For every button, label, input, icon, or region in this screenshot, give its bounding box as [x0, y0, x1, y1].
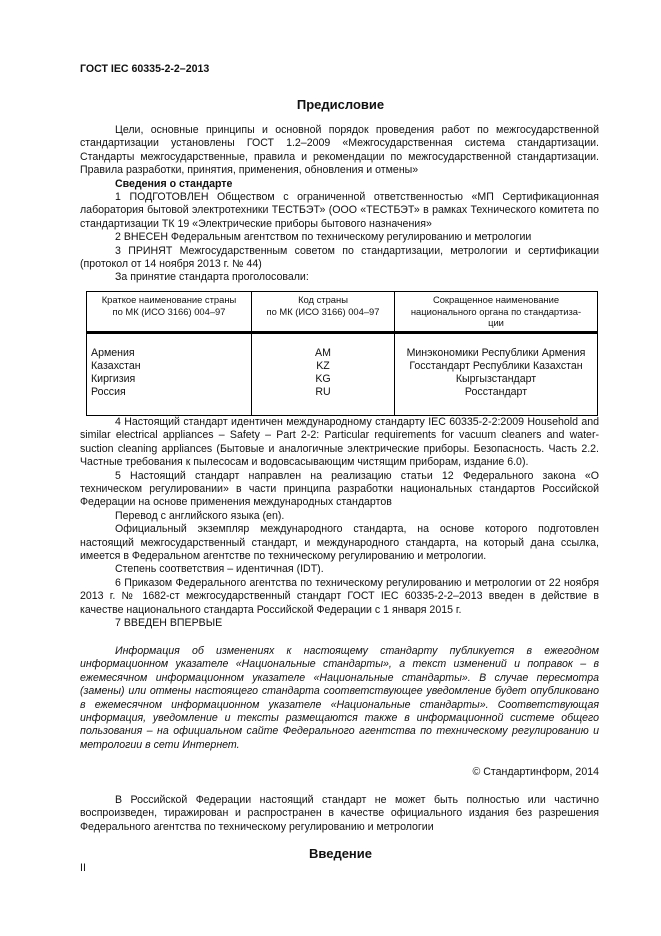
country-name: Казахстан: [91, 359, 141, 372]
table-header-row: [87, 292, 598, 333]
item-4-identical: 4 Настоящий стандарт идентичен международному стандарту IEC 60335-2-2:2009 Household and similar electrical appliances – Safety – Part 2-2: Particular requirements for vacuum cleaners and water-suction cleaning appliances (Бытовые и аналогичные электрические приборы. Безопасность. Часть 2.2. Частные требования к пылесосам и водовсасывающим чистящим приборам, издание 6.0).: [80, 416, 599, 469]
column-header-country: Краткое наименование страны по МК (ИСО 3166) 004–97: [87, 292, 252, 333]
country-code: KZ: [316, 359, 330, 372]
column-header-code: Код страны по МК (ИСО 3166) 004–97: [252, 292, 395, 333]
column-header-standards-body: Сокращенное наименование национального органа по стандартиза- ции: [395, 292, 598, 333]
copyright: © Стандартинформ, 2014: [472, 766, 599, 778]
reproduction-notice: В Российской Федерации настоящий стандарт не может быть полностью или частично воспроизведен, тиражирован и распространен в качестве официального издания без разрешения Федерального агентства по техническому регулированию и метрологии: [80, 794, 599, 833]
foreword-intro-block: [80, 124, 599, 285]
foreword-intro: Цели, основные принципы и основной порядок проведения работ по межгосударственной стандартизации установлены ГОСТ 1.2–2009 «Межгосударственная система стандартизации. Стандарты межгосударственные, правила и рекомендации по межгосударственной стандартизации. Правила разработки, принятия, применения, обновления и отмены»: [80, 124, 599, 177]
item-3-adopted: 3 ПРИНЯТ Межгосударственным советом по стандартизации, метрологии и сертификации (протокол от 14 ноября 2013 г. № 44): [80, 244, 599, 271]
country-code: AM: [315, 346, 331, 359]
voting-countries-table: [86, 291, 598, 416]
country-name: Армения: [91, 346, 135, 359]
translation-note: Перевод с английского языка (en).: [115, 509, 285, 522]
item-7-first-introduced: 7 ВВЕДЕН ВПЕРВЫЕ: [115, 617, 223, 630]
introduction-title: Введение: [309, 846, 372, 861]
standard-info-heading: Сведения о стандарте: [115, 177, 233, 190]
reproduction-block: [80, 794, 599, 834]
item-1-prepared: 1 ПОДГОТОВЛЕН Обществом с ограниченной ответственностью «МП Сертификационная лаборатория бытовой электротехники ТЕСТБЭТ» (ООО «ТЕСТБЭТ» в рамках Технического комитета по стандартизации ТК 19 «Электрические приборы бытового назначения»: [80, 191, 599, 230]
country-name: Киргизия: [91, 372, 136, 385]
standards-body: Росстандарт: [464, 385, 528, 398]
document-code: ГОСТ IEC 60335-2-2–2013: [80, 63, 210, 75]
country-name: Россия: [91, 385, 126, 398]
changes-notice: Информация об изменениях к настоящему стандарту публикуется в ежегодном информационном указателе «Национальные стандарты», а текст изменений и поправок – в ежемесячном информационном указателе «Национальные стандарты». В случае пересмотра (замены) или отмены настоящего стандарта соответствующее уведомление будет опубликовано в ежемесячном информационном указателе «Национальные стандарты». Соответствующая информация, уведомление и тексты размещаются также в информационной системе общего пользования – на официальном сайте Федерального агентства по техническому регулированию и метрологии в сети Интернет.: [80, 645, 599, 751]
country-code: KG: [315, 372, 331, 385]
standards-body: Минэкономики Республики Армения: [406, 346, 586, 359]
foreword-title: Предисловие: [296, 97, 385, 112]
table-body-row: [87, 332, 598, 415]
country-codes-cell: [252, 332, 395, 415]
changes-notice-block: [80, 645, 599, 752]
voted-label: За принятие стандарта проголосовали:: [115, 271, 309, 284]
standards-body: Госстандарт Республики Казахстан: [409, 359, 583, 372]
item-6-order: 6 Приказом Федерального агентства по техническому регулированию и метрологии от 22 ноября 2013 г. № 1682-ст межгосударственный стандарт ГОСТ IEC 60335-2-2–2013 введен в действие в качестве национального стандарта Российской Федерации с 1 января 2015 г.: [80, 576, 599, 616]
item-2-introduced: 2 ВНЕСЕН Федеральным агентством по техническому регулированию и метрологии: [115, 231, 532, 244]
conformity-degree: Степень соответствия – идентичная (IDT).: [115, 563, 324, 576]
country-names-cell: [87, 332, 252, 415]
standard-items-block: [80, 416, 599, 631]
country-code: RU: [315, 385, 331, 398]
standards-body: Кыргызстандарт: [455, 372, 537, 385]
official-copy-note: Официальный экземпляр международного стандарта, на основе которого подготовлен настоящий межгосударственный стандарт, и международного стандарта, на который дана ссылка, имеется в Федеральном агентстве по техническому регулированию и метрологии.: [80, 523, 599, 563]
page-number: II: [80, 862, 86, 874]
item-5-purpose: 5 Настоящий стандарт направлен на реализацию статьи 12 Федерального закона «О техническом регулировании» в части принципа разработки национальных стандартов Российской Федерации на основе применения международных стандартов: [80, 469, 599, 509]
standards-bodies-cell: [395, 332, 598, 415]
